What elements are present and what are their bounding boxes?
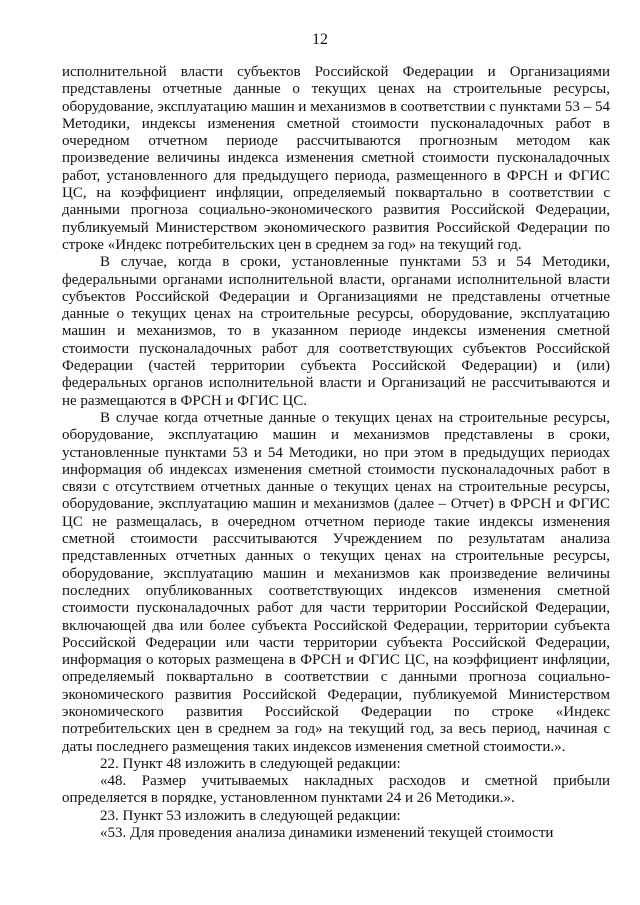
page-number: 12	[312, 31, 328, 48]
item-22: 22. Пункт 48 изложить в следующей редакции:	[100, 755, 401, 772]
clause-48: «48. Размер учитываемых накладных расходов и сметной прибыли определяется в порядке, установленном пунктами 24 и 26 Методики.».	[62, 773, 610, 807]
paragraph-continuation: исполнительной власти субъектов Российской Федерации и Организациями представлены отчетные данные о текущих ценах на строительные ресурсы, оборудование, эксплуатацию машин и механизмов в соответствии с пунктами 53 – 54 Методики, индексы изменения сметной стоимости пусконаладочных работ в очередном отчетном периоде рассчитываются прогнозным методом как произведение величины индекса изменения сметной стоимости пусконаладочных работ, установленного для предыдущего периода, размещенного в ФРСН и ФГИС ЦС, на коэффициент инфляции, определяемый поквартально в соответствии с данными прогноза социально-экономического развития Российской Федерации, публикуемый Министерством экономического развития Российской Федерации по строке «Индекс потребительских цен в среднем за год» на текущий год.	[62, 64, 610, 253]
clause-53: «53. Для проведения анализа динамики изменений текущей стоимости	[100, 825, 554, 842]
item-23: 23. Пункт 53 изложить в следующей редакции:	[100, 807, 401, 824]
paragraph-deadline-case: В случае, когда в сроки, установленные пунктами 53 и 54 Методики, федеральными органами исполнительной власти, органами исполнительной власти субъектов Российской Федерации и Организациями не представлены отчетные данные о текущих ценах на строительные ресурсы, оборудование, эксплуатацию машин и механизмов, то в указанном периоде индексы изменения сметной стоимости пусконаладочных работ для соответствующих субъектов Российской Федерации (частей территории субъекта Российской Федерации) и (или) федеральных органов исполнительной власти и Организаций не рассчитываются и не размещаются в ФРСН и ФГИС ЦС.	[62, 254, 610, 409]
document-body	[62, 64, 610, 842]
paragraph-report-case: В случае когда отчетные данные о текущих ценах на строительные ресурсы, оборудование, эксплуатацию машин и механизмов представлены в сроки, установленные пунктами 53 и 54 Методики, но при этом в предыдущих периодах информация об индексах изменения сметной стоимости пусконаладочных работ в связи с отсутствием отчетных данные о текущих ценах на строительные ресурсы, оборудование, эксплуатацию машин и механизмов (далее – Отчет) в ФРСН и ФГИС ЦС не размещалась, в очередном отчетном периоде такие индексы изменения сметной стоимости рассчитываются Учреждением по результатам анализа представленных отчетных данных о текущих ценах на строительные ресурсы, оборудование, эксплуатацию машин и механизмов как произведение величины последних опубликованных соответствующих индексов изменения сметной стоимости пусконаладочных работ для части территории Российской Федерации, включающей два или более субъекта Российской Федерации, территории субъекта Российской Федерации или части территории субъекта Российской Федерации, информация о которых размещена в ФРСН и ФГИС ЦС, на коэффициент инфляции, определяемый поквартально в соответствии с данными прогноза социально-экономического развития Российской Федерации, публикуемой Министерством экономического развития Российской Федерации по строке «Индекс потребительских цен в среднем за год» на текущий год, за весь период, начиная с даты последнего размещения таких индексов изменения сметной стоимости.».	[62, 409, 610, 755]
